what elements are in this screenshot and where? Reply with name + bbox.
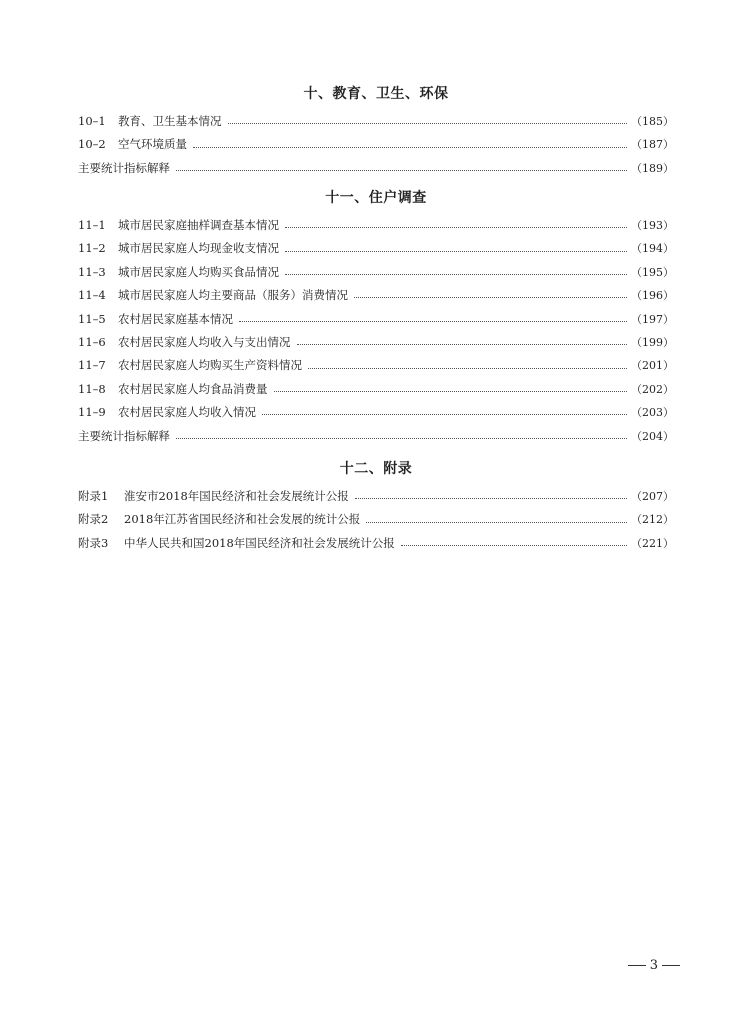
entry-number: 11–2 <box>78 241 106 256</box>
page-number <box>628 958 680 973</box>
dot-leader <box>176 438 627 439</box>
entry-title: 空气环境质量 <box>118 137 187 152</box>
entry-title: 城市居民家庭人均主要商品（服务）消费情况 <box>118 288 348 303</box>
entry-page: （199） <box>631 335 674 349</box>
toc-entry[interactable] <box>78 157 674 180</box>
toc-entry[interactable] <box>78 308 674 331</box>
entry-title: 城市居民家庭人均购买食品情况 <box>118 264 279 279</box>
entry-number: 10–2 <box>78 137 106 152</box>
section-title: 十一、住户调查 <box>325 190 427 206</box>
entry-page: （197） <box>631 312 674 326</box>
entry-page: （187） <box>631 138 674 152</box>
dot-leader <box>297 344 628 345</box>
entry-page: （204） <box>631 429 674 443</box>
section-title: 十、教育、卫生、环保 <box>303 86 449 102</box>
entry-title: 农村居民家庭人均购买生产资料情况 <box>118 358 302 373</box>
toc-entry[interactable] <box>78 508 674 531</box>
entry-number: 11–9 <box>78 405 106 420</box>
toc-entry[interactable] <box>78 354 674 377</box>
entry-title: 中华人民共和国2018年国民经济和社会发展统计公报 <box>124 535 395 550</box>
dot-leader <box>176 170 627 171</box>
entry-page: （212） <box>631 513 674 527</box>
toc-entry[interactable] <box>78 425 674 448</box>
dot-leader <box>355 498 627 499</box>
toc-entry[interactable] <box>78 284 674 307</box>
section-title: 十二、附录 <box>339 461 413 477</box>
entry-number: 11–4 <box>78 288 106 303</box>
entry-page: （202） <box>631 382 674 396</box>
entry-page: （207） <box>631 490 674 503</box>
entry-title: 城市居民家庭人均现金收支情况 <box>118 241 279 256</box>
dot-leader <box>401 545 627 546</box>
entry-title: 农村居民家庭人均收入与支出情况 <box>118 334 291 349</box>
entry-title: 教育、卫生基本情况 <box>118 114 222 128</box>
entry-page: （203） <box>631 406 674 420</box>
dot-leader <box>285 251 627 252</box>
dot-leader <box>262 414 627 415</box>
toc-entry[interactable] <box>78 133 674 156</box>
entry-title: 主要统计指标解释 <box>78 160 170 175</box>
toc-entry[interactable] <box>78 378 674 401</box>
entry-title: 2018年江苏省国民经济和社会发展的统计公报 <box>124 512 361 527</box>
dot-leader <box>228 123 628 124</box>
entry-page: （185） <box>631 115 674 128</box>
entry-page: （194） <box>631 242 674 256</box>
toc-section-appendix <box>78 459 674 555</box>
dot-leader <box>285 274 627 275</box>
toc-section-household-survey <box>78 188 674 448</box>
entry-title: 农村居民家庭人均收入情况 <box>118 405 256 420</box>
entry-number: 11–8 <box>78 381 106 396</box>
entry-title: 城市居民家庭抽样调查基本情况 <box>118 218 279 232</box>
entry-number: 附录3 <box>78 535 109 550</box>
page-number-value: 3 <box>649 958 658 973</box>
toc-entry[interactable] <box>78 110 674 133</box>
toc-entry[interactable] <box>78 532 674 555</box>
entry-number: 附录2 <box>78 512 109 527</box>
toc-entry[interactable] <box>78 261 674 284</box>
entry-page: （193） <box>631 219 674 232</box>
entry-page: （201） <box>631 359 674 373</box>
dot-leader <box>285 227 627 228</box>
entry-title: 农村居民家庭人均食品消费量 <box>118 381 268 396</box>
entry-page: （221） <box>631 536 674 550</box>
entry-title: 淮安市2018年国民经济和社会发展统计公报 <box>124 489 349 503</box>
toc-entry[interactable] <box>78 237 674 260</box>
toc-entry[interactable] <box>78 331 674 354</box>
toc-entry[interactable] <box>78 485 674 508</box>
entry-number: 10–1 <box>78 114 106 128</box>
toc-entry[interactable] <box>78 401 674 424</box>
dash-left <box>628 965 646 966</box>
entry-number: 11–1 <box>78 218 106 232</box>
toc-section-education-health-environment <box>78 84 674 180</box>
entry-number: 11–6 <box>78 334 106 349</box>
dot-leader <box>274 391 628 392</box>
toc-entry[interactable] <box>78 214 674 237</box>
entry-number: 11–5 <box>78 311 106 326</box>
entry-title: 农村居民家庭基本情况 <box>118 311 233 326</box>
entry-title: 主要统计指标解释 <box>78 428 170 443</box>
entry-page: （195） <box>631 265 674 279</box>
entry-page: （189） <box>631 161 674 175</box>
dot-leader <box>308 368 627 369</box>
dot-leader <box>354 297 627 298</box>
dot-leader <box>366 522 627 523</box>
entry-number: 11–7 <box>78 358 106 373</box>
entry-page: （196） <box>631 289 674 303</box>
dot-leader <box>193 147 627 148</box>
dash-right <box>662 965 680 966</box>
dot-leader <box>239 321 627 322</box>
entry-number: 附录1 <box>78 489 109 503</box>
entry-number: 11–3 <box>78 264 106 279</box>
